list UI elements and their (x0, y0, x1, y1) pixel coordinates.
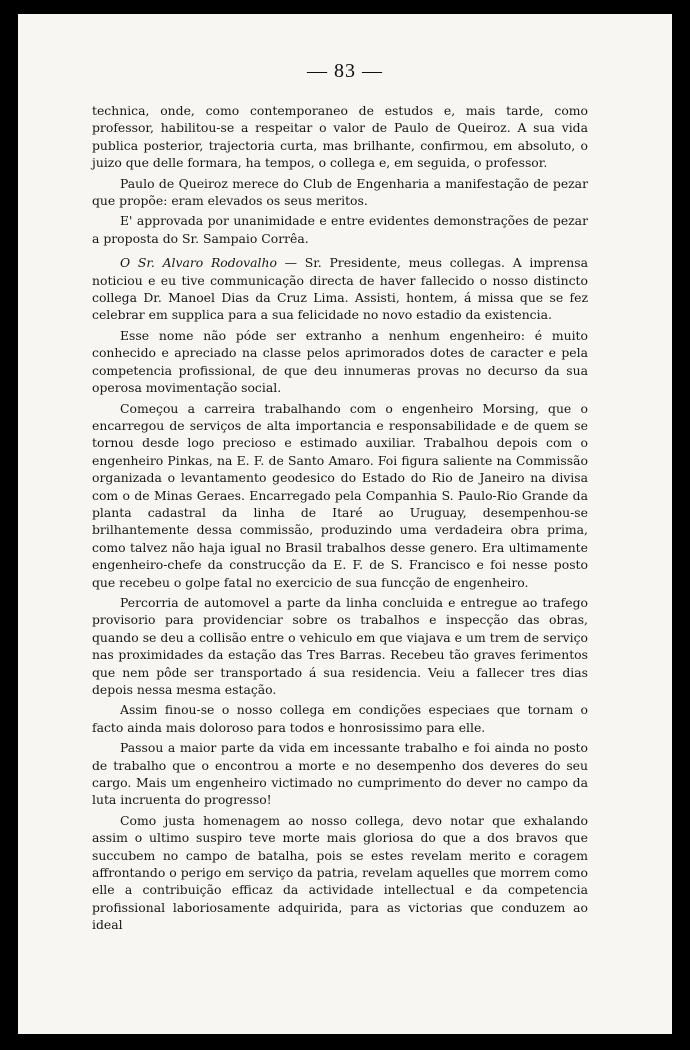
speaker-name: O Sr. Alvaro Rodovalho (120, 255, 277, 271)
speech-text: — Sr. Presidente, meus collegas. A imprensa noticiou e eu tive communicação directa de haver fallecido o nosso distincto collega Dr. Manoel Dias da Cruz Lima. Assisti, hontem, á missa que se fez celebrar em supplica para a sua felicidade no novo estadio da existencia. (92, 255, 588, 323)
page-number: — 83 — (307, 60, 383, 82)
paragraph-1: technica, onde, como contemporaneo de estudos e, mais tarde, como professor, habilitou-se a respeitar o valor de Paulo de Queiroz. A sua vida publica posterior, trajectoria curta, mas brilhante, confirmou, em absoluto, o juizo que delle formara, ha tempos, o collega e, em seguida, o professor. (92, 103, 588, 171)
document-page (18, 14, 672, 1034)
paragraph-6: Começou a carreira trabalhando com o engenheiro Morsing, que o encarregou de serviços de alta importancia e responsabilidade e de quem se tornou desde logo precioso e estimado auxiliar. Trabalhou depois com o engenheiro Pinkas, na E. F. de Santo Amaro. Foi figura saliente na Commissão organizada o levantamento geodesico do Estado do Rio de Janeiro na divisa com o de Minas Geraes. Encarregado pela Companhia S. Paulo-Rio Grande da planta cadastral da linha de Itaré ao Uruguay, desempenhou-se brilhantemente dessa commissão, produzindo uma verdadeira obra prima, como talvez não haja igual no Brasil trabalhos desse genero. Era ultimamente engenheiro-chefe da construcção da E. F. de S. Francisco e foi nesse posto que recebeu o golpe fatal no exercicio de sua funcção de engenheiro. (92, 400, 588, 590)
paragraph-5: Esse nome não póde ser extranho a nenhum engenheiro: é muito conhecido e apreciado na classe pelos aprimorados dotes de caracter e pela competencia profissional, de que deu innumeras provas no decurso da sua operosa movimentação social. (92, 327, 588, 396)
paragraph-4 (92, 254, 588, 324)
body-text (92, 102, 588, 937)
paragraph-2: Paulo de Queiroz merece do Club de Engenharia a manifestação de pezar que propõe: eram elevados os seus meritos. (92, 175, 588, 209)
paragraph-3: E' approvada por unanimidade e entre evidentes demonstrações de pezar a proposta do Sr. Sampaio Corrêa. (92, 213, 588, 246)
paragraph-7: Percorria de automovel a parte da linha concluida e entregue ao trafego provisorio para providenciar sobre os trabalhos e inspecção das obras, quando se deu a collisão entre o vehiculo em que viajava e um trem de serviço nas proximidades da estação das Tres Barras. Recebeu tão graves ferimentos que nem pôde ser transportado á sua residencia. Veiu a fallecer tres dias depois nessa mesma estação. (92, 594, 588, 697)
paragraph-10: Como justa homenagem ao nosso collega, devo notar que exhalando assim o ultimo suspiro teve morte mais gloriosa do que a dos bravos que succubem no campo de batalha, pois se estes revelam merito e coragem affrontando o perigo em serviço da patria, revelam aquelles que morrem como elle a contribuição efficaz da actividade intellectual e da competencia profissional laboriosamente adquirida, para as victorias que conduzem ao ideal (92, 812, 588, 933)
paragraph-9: Passou a maior parte da vida em incessante trabalho e foi ainda no posto de trabalho que o encontrou a morte e no desempenho dos deveres do seu cargo. Mais um engenheiro victimado no cumprimento do dever no campo da luta incruenta do progresso! (92, 740, 588, 808)
paragraph-8: Assim finou-se o nosso collega em condições especiaes que tornam o facto ainda mais doloroso para todos e honrosissimo para elle. (92, 702, 588, 735)
